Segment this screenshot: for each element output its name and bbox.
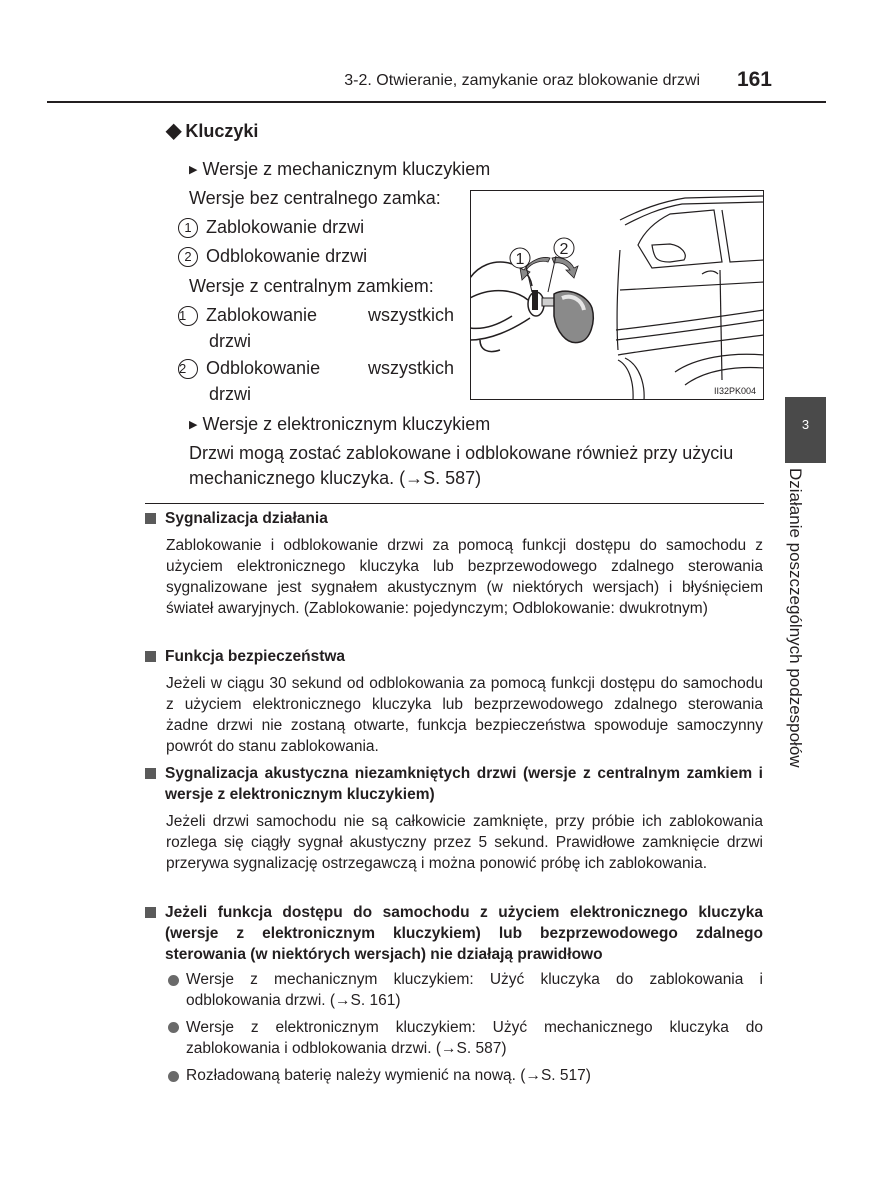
note-text: Jeżeli w ciągu 30 sekund od odblokowania za pomocą funkcji dostępu do samochodu z użyciem elektronicznego kluczyka lub bezprzewodowego zdalnego sterowania żadne drzwi nie zostaną otwarte, funkcja bezpieczeństwa spowoduje samoczynny powrót do stanu zablokowania. bbox=[166, 675, 763, 755]
round-bullet-icon bbox=[168, 1071, 179, 1082]
running-header-title: 3-2. Otwieranie, zamykanie oraz blokowanie drzwi bbox=[344, 72, 700, 89]
list-item: 1 Zablokowanie wszystkich drzwi bbox=[179, 305, 454, 351]
callout-2: 2 bbox=[559, 241, 569, 258]
figure-code: II32PK004 bbox=[713, 386, 756, 396]
door-lock-illustration bbox=[470, 190, 764, 400]
note-text: Jeżeli drzwi samochodu nie są całkowicie zamknięte, przy próbie ich zablokowania rozlega się ciągły sygnał akustyczny przez 5 sekund. Prawidłowe zamknięcie drzwi przerywa sygnalizację ostrzegawczą i można ponowić próbę ich zablokowania. bbox=[166, 813, 763, 872]
list-item: Wersje z elektronicznym kluczykiem: Użyć mechanicznego kluczyka do zablokowania i odblokowania drzwi. (→S. 587) bbox=[186, 1019, 763, 1057]
section-title: ◆ Kluczyki bbox=[166, 120, 259, 142]
callout-1: 1 bbox=[515, 251, 525, 268]
elec-key-text: Drzwi mogą zostać zablokowane i odblokowane również przy użyciu bbox=[189, 443, 734, 463]
list-item: Wersje z mechanicznym kluczykiem: Użyć kluczyka do zablokowania i odblokowania drzwi. (→S. 161) bbox=[186, 971, 763, 1009]
section-divider bbox=[145, 503, 764, 504]
round-bullet-icon bbox=[168, 975, 179, 986]
list-item: 2 Odblokowanie drzwi bbox=[178, 243, 367, 269]
circled-number: 2 bbox=[178, 247, 198, 267]
circled-number: 1 bbox=[178, 218, 198, 238]
mech-key-heading: ▶ Wersje z mechanicznym kluczykiem bbox=[189, 156, 490, 183]
triangle-right-icon: ▶ bbox=[189, 419, 198, 431]
circled-number: 2 bbox=[178, 359, 198, 379]
chapter-tab: 3 bbox=[785, 397, 826, 463]
note-heading: Sygnalizacja akustyczna niezamkniętych drzwi (wersje z centralnym zamkiem i wersje z elektronicznym kluczykiem) bbox=[165, 765, 763, 803]
list-item: 2 Odblokowanie wszystkich drzwi bbox=[179, 358, 454, 404]
triangle-right-icon: ▶ bbox=[189, 164, 198, 176]
note-heading: Sygnalizacja działania bbox=[165, 510, 328, 527]
square-bullet-icon bbox=[145, 513, 156, 524]
note-heading: Jeżeli funkcja dostępu do samochodu z użyciem elektronicznego kluczyka (wersje z elektronicznym kluczykiem) lub bezprzewodowego zdalnego sterowania (w niektórych wersjach) nie działają prawidłowo bbox=[165, 904, 763, 963]
note-text: Zablokowanie i odblokowanie drzwi za pomocą funkcji dostępu do samochodu z użyciem elektronicznego kluczyka lub bezprzewodowego zdalnego sterowania sygnalizowane jest sygnałem akustycznym (w niektórych wersjach) i błyśnięciem świateł awaryjnych. (Zablokowanie: pojedynczym; Odblokowanie: dwukrotnym) bbox=[166, 537, 763, 617]
elec-key-heading: ▶ Wersje z elektronicznym kluczykiem bbox=[189, 411, 490, 438]
round-bullet-icon bbox=[168, 1022, 179, 1033]
elec-key-text: mechanicznego kluczyka. (→S. 587) bbox=[189, 468, 482, 488]
circled-number: 1 bbox=[178, 306, 198, 326]
square-bullet-icon bbox=[145, 907, 156, 918]
square-bullet-icon bbox=[145, 651, 156, 662]
list-item: Rozładowaną baterię należy wymienić na nową. (→S. 517) bbox=[186, 1067, 591, 1084]
note-heading: Funkcja bezpieczeństwa bbox=[165, 648, 346, 665]
chapter-side-label: Działanie poszczególnych podzespołów bbox=[786, 468, 805, 768]
list-item: 1 Zablokowanie drzwi bbox=[178, 214, 364, 240]
page-number: 161 bbox=[736, 68, 772, 91]
no-central-label: Wersje bez centralnego zamka: bbox=[189, 188, 441, 208]
square-bullet-icon bbox=[145, 768, 156, 779]
header-rule bbox=[47, 101, 826, 103]
central-label: Wersje z centralnym zamkiem: bbox=[189, 276, 434, 296]
diamond-icon: ◆ bbox=[166, 120, 182, 142]
